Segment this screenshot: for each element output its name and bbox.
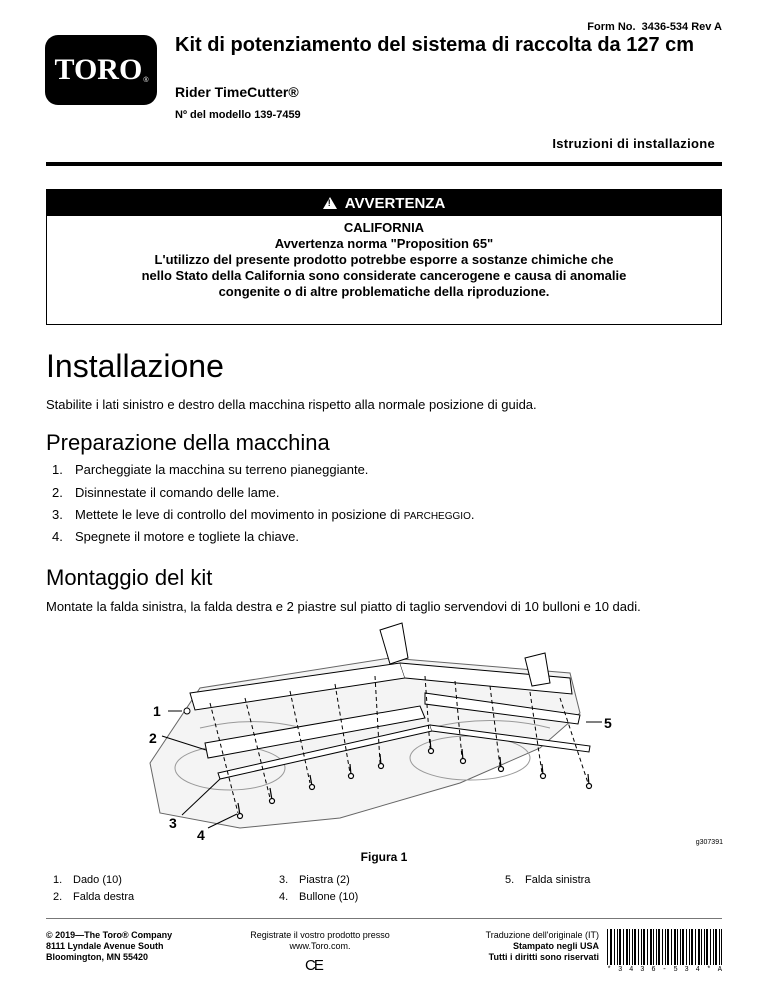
list-item: 1. Parcheggiate la macchina su terreno pianeggiante.: [52, 462, 369, 477]
kit-instructions: Montate la falda sinistra, la falda destra e 2 piastre sul piatto di taglio servendovi di 10 bulloni e 10 dadi.: [46, 599, 641, 614]
callout-5: 5: [604, 715, 612, 731]
toro-logo: [45, 35, 157, 105]
barcode-digits: * 3 4 3 6 - 5 3 4 * A: [607, 966, 722, 974]
company-address: © 2019—The Toro® Company 8111 Lyndale Avenue South Bloomington, MN 55420: [46, 930, 173, 962]
callout-1: 1: [153, 703, 161, 719]
list-item: 3. Mettete le leve di controllo del movimento in posizione di PARCHEGGIO.: [52, 507, 475, 522]
warning-line: Avvertenza norma "Proposition 65": [274, 236, 494, 251]
figure-caption: Figura 1: [360, 850, 408, 864]
header-divider: [46, 162, 722, 166]
model-number: Nº del modello 139-7459: [175, 109, 301, 121]
park-small-caps: PARCHEGGIO: [403, 511, 471, 522]
installation-heading: Installazione: [46, 348, 224, 384]
translation-note: Traduzione dell'originale (IT) Stampato negli USA Tutti i diritti sono riservati: [485, 930, 599, 962]
preparation-heading: Preparazione della macchina: [46, 430, 330, 455]
legend-item: 4. Bullone (10): [279, 891, 359, 903]
warning-heading: AVVERTENZA: [344, 194, 446, 212]
logo-wordmark: TORO: [54, 53, 143, 86]
warning-body: [47, 216, 721, 300]
installation-diagram: [140, 618, 610, 843]
legend-item: 3. Piastra (2): [279, 874, 350, 886]
registration-note: Registrate il vostro prodotto presso www.Toro.com.: [250, 930, 390, 951]
kit-heading: Montaggio del kit: [46, 565, 213, 590]
callout-4: 4: [197, 827, 205, 843]
document-type: Istruzioni di installazione: [552, 136, 715, 151]
form-number: Form No. 3436-534 Rev A: [587, 21, 722, 33]
figure-code: g307391: [695, 839, 723, 846]
ce-mark-icon: CE: [305, 957, 322, 974]
product-subtitle: Rider TimeCutter®: [175, 84, 299, 100]
warning-header: [47, 190, 721, 216]
warning-triangle-icon: !: [323, 197, 337, 209]
legend-item: 2. Falda destra: [53, 891, 135, 903]
callout-2: 2: [149, 730, 157, 746]
warning-line: L'utilizzo del presente prodotto potrebbe esporre a sostanze chimiche che: [154, 252, 614, 267]
callout-3: 3: [169, 815, 177, 831]
legend-item: 1. Dado (10): [53, 874, 122, 886]
footer-divider: [46, 918, 722, 919]
logo-registered-mark: ®: [143, 76, 149, 84]
warning-line: nello Stato della California sono considerate cancerogene e causa di anomalie: [141, 268, 627, 283]
list-item: 2. Disinnestate il comando delle lame.: [52, 485, 280, 500]
legend-item: 5. Falda sinistra: [505, 874, 591, 886]
page-title: Kit di potenziamento del sistema di raccolta da 127 cm: [175, 34, 695, 56]
warning-box: [46, 189, 722, 325]
warning-line: CALIFORNIA: [343, 220, 425, 235]
warning-line: congenite o di altre problematiche della riproduzione.: [218, 284, 550, 299]
installation-intro: Stabilite i lati sinistro e destro della macchina rispetto alla normale posizione di guida.: [46, 397, 537, 412]
list-item: 4. Spegnete il motore e togliete la chiave.: [52, 529, 300, 544]
barcode: [607, 929, 722, 965]
